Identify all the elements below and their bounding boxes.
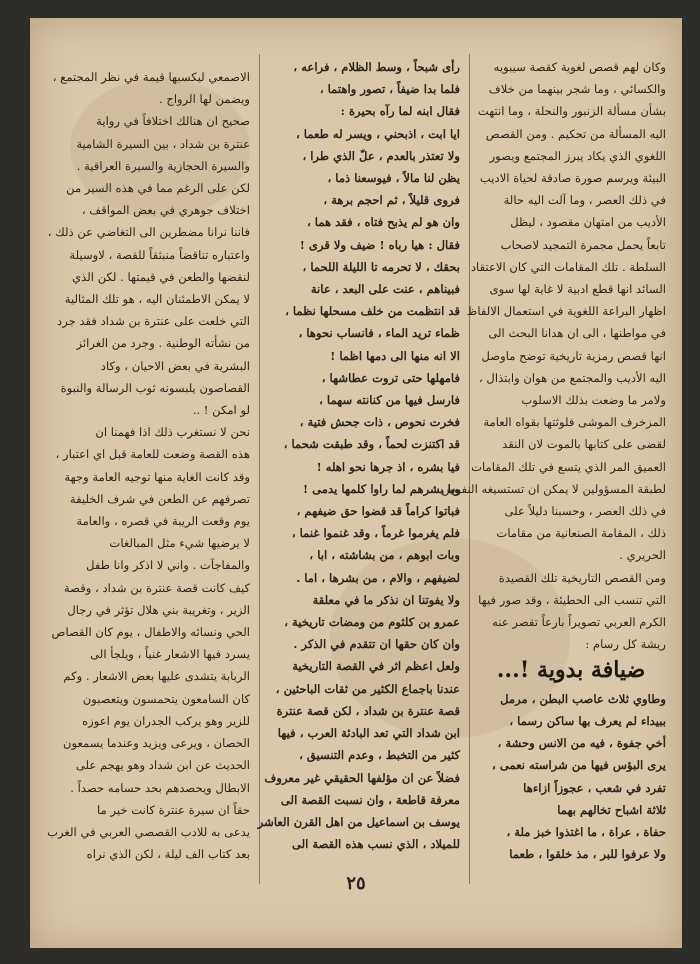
text-line: انها قصص رمزية تاريخية توضح ماوصل [481,348,666,363]
text-line: وان كان حقها ان تتقدم في الذكر . [293,637,460,652]
right-column-text [441,56,666,655]
text-line: القصاصون يلبسونه ثوب الرسالة والنبوة [60,380,250,395]
text-line: السلطة . تلك المقامات التي كان الاعتقاد [470,259,666,274]
text-line: في ذلك العصر ، وما آلت اليه حالة [503,193,666,208]
page-number: ٢٥ [346,873,366,894]
text-line: من نشأته الوطنية . وجرد من الغرائز [76,336,250,351]
text-line: ثلاثة اشباح تخالهم بهما [557,802,666,817]
text-line: التي خلعت على عنترة بن شداد فقد جرد [57,314,250,329]
text-line: وكان لهم قصص لغوية كقصة سيبويه [493,60,666,74]
text-line: ويضمن لها الرواج . [158,92,250,107]
text-line: في مواطنها ، الى ان هدانا البحث الى [488,326,666,341]
text-line: يوم وقعت الريبة في قصره ، والعامة [76,514,250,529]
text-line: فقال : هيا رباه ! ضيف ولا قرى ! [299,237,460,252]
text-line: لكن على الرغم مما في هذه السير من [66,181,250,196]
column-right [441,56,666,865]
text-line: ولعل اعظم اثر في القصة التاريخية [292,659,460,674]
text-line: الحي ونسائه والاطفال ، يوم كان القصاص [51,625,250,640]
text-line: وطاوي ثلاث عاصب البطن ، مرمل [500,691,666,706]
text-line: ظماء تريد الماء ، فانساب نحوها ، [298,326,460,341]
text-line: تصرفهم عن الطعن في شرف الخليفة [69,491,250,506]
text-line: أخي جفوة ، فيه من الانس وحشة ، [497,736,666,751]
text-line: الا انه منها الى دمها اظما ! [330,348,460,363]
text-line: يوسف بن اسماعيل من اهل القرن العاشر [257,814,460,829]
text-line: لضيفهم ، والام ، من بشرها ، اما . [296,570,460,585]
text-line: وبات ابوهم ، من بشاشته ، ابا ، [309,548,460,563]
column-divider [259,54,260,884]
text-line: لا يمكن الاطمئنان اليه ، هو تلك المثالية [64,292,250,307]
text-line: اللغوي الذي يكاد يبرز المجتمع ويصور [489,148,666,163]
text-line: الزير ، وتغريبة بني هلال تؤثر في رجال [67,602,250,617]
text-line: فارسل فيها من كنانته سهما ، [319,393,460,408]
text-line: عمرو بن كلثوم من ومضات تاريخية ، [284,615,460,630]
text-line: للميلاد ، الذي نسب هذه القصة الى [291,837,460,852]
text-line: لنقضها والطعن في قيمتها . لكن الذي [72,269,250,284]
text-line: كثير من التخبط ، وعدم التنسيق ، [299,748,460,763]
text-line: تفرد في شعب ، عجوزاً ازاءها [523,780,666,795]
text-line: قصة عنترة بن شداد ، لكن قصة عنترة [276,703,460,718]
text-line: لو امكن ! .. [192,403,250,418]
text-line: قد اكتنزت لحماً ، وقد طبقت شحما ، [283,437,460,452]
text-line: ويا بشرهم لما راوا كلمها يدمى ! [303,481,460,496]
text-line: يظن لنا مالاً ، فيوسعنا ذما ، [327,171,460,186]
text-line: الأديب من امتهان مقصود ، ليظل [510,215,666,230]
text-line: اليه المسألة من تحكيم . ومن القصص [485,126,666,141]
text-line: بحقك ، لا تحرمه تا الليلة اللحما ، [302,259,460,274]
text-line: عنترة بن شداد ، بين السيرة الشامية [76,136,250,151]
text-line: الحريري . [619,548,666,563]
text-line: ولامر ما وضعت بذلك الاسلوب [521,393,666,408]
text-line: فيا بشره ، اذ جرها نحو اهله ! [316,459,460,474]
text-line: عندنا باجماع الكثير من ثقات الباحثين ، [275,681,460,696]
text-line: البيئة ويرسم صورة صادقة لحياة الاديب [479,171,666,186]
text-line: فلما بدا ضيفاً ، تصور واهتما ، [319,82,460,97]
text-line: لقضى على كتابها بالموت لان النقد [502,437,666,452]
magazine-page [30,18,682,948]
column-divider [469,54,470,884]
text-line: العميق المر الذي يتسع في تلك المقامات [471,459,666,474]
text-line: في ذلك العصر ، وحسبنا دليلاً على [504,504,666,519]
text-line: للزير وهو يركب الجدران يوم اعوزه [82,713,250,728]
text-line: السائد انها قطع ادبية لا غاية لها سوى [489,282,666,297]
text-line: معرفة قاطعة ، وان نسبت القصة الى [280,792,460,807]
text-line: ريشة كل رسام : [585,637,666,652]
text-line: صحيح ان هنالك اختلافاً في رواية [96,114,250,129]
column-left [47,66,250,865]
text-line: ومن القصص التاريخية تلك القصيدة [498,570,666,585]
text-line: البشرية في بعض الاحيان ، وكاد [100,358,250,373]
text-line: والمفاجآت . واني لا اذكر وانا طفل [86,558,250,573]
middle-column-text [257,56,460,855]
text-line: وقد كانت الغاية منها توجيه العامة وجهة [64,469,250,484]
text-line: بشأن مسألة الزنبور والنحلة ، وما انتهت [477,104,666,119]
left-column-text [47,66,250,865]
text-line: المزخرف الموشى فلوثتها بقواه العامة [483,415,666,430]
text-line: الحصان ، ويرعى ويزيد وعندما يسمعون [62,736,250,751]
text-line: فاننا نرانا مضطرين الى التغاضي عن ذلك ، [47,225,250,240]
text-line: اليه الأديب والمجتمع من هوان وابتذال ، [479,370,666,385]
text-line: ببيداء لم يعرف بها ساكن رسما ، [509,713,666,728]
text-line: هذه القصة وضعت للعامة قبل اي اعتبار ، [55,447,250,462]
text-line: كيف كانت قصة عنترة بن شداد ، وقصة [63,580,250,595]
text-line: الربابة يتشدى عليها بعض الاشعار . وكم [63,669,250,684]
text-line: تابعاً يحمل مجمرة التمجيد لاصحاب [500,237,666,252]
text-line: وان هو لم يذبح فتاه ، فقد هما ، [307,215,460,230]
text-line: فباتوا كراماً قد قضوا حق ضيفهم ، [296,504,460,519]
text-line: فامهلها حتى تروت عطاشها ، [321,370,460,385]
text-line: الحديث عن ابن شداد وهو يهجم على [75,758,250,773]
text-line: رأى شبحاً ، وسط الظلام ، فراعه ، [293,60,460,74]
text-line: الاصمعي ليكسبها قيمة في نظر المجتمع ، [52,70,250,84]
text-line: لا يرضيها شيء مثل المبالغات [109,536,250,551]
text-line: يدعى به للادب القصصي العربي في الغرب [47,824,250,839]
text-line: نحن لا نستغرب ذلك اذا فهمنا ان [95,425,250,440]
text-line: لطبقة المسؤولين لا يمكن ان تستسيغه النفوس [441,481,666,496]
text-line: ايا ابت ، اذبحني ، ويسر له طعما ، [296,126,460,141]
text-line: ابن شداد التي تعد البادئة العرب ، فيها [277,726,460,741]
text-line: قد انتظمت من خلف مسحلها نظما ، [285,304,460,319]
text-line: فقال ابنه لما رآه بحيرة : [340,104,460,119]
text-line: ولا يفوتنا ان نذكر ما في معلقة [312,592,460,607]
text-line: يسرد فيها الاشعار غنياً ، ويلجأ الى [90,647,250,662]
text-line: فروى قليلاً ، ثم احجم برهة ، [323,193,460,208]
poem-heading: ضيافة بدوية !... [496,657,646,684]
text-line: حفاة ، عراة ، ما اغتذوا خبز ملة ، [506,824,666,839]
text-line: كان السامعون يتحمسون ويتعصبون [82,691,250,706]
column-middle [257,56,460,855]
text-line: والسيرة الحجازية والسيرة العراقية . [76,158,250,173]
text-line: ولا عرفوا للبر ، مذ خلقوا ، طعما [509,847,666,862]
text-line: ولا تعتذر بالعدم ، علّ الذي طرا ، [302,148,460,163]
text-line: والكسائي ، وما شجر بينهما من خلاف [488,82,666,97]
text-line: فلم يغرموا غرماً ، وقد غنموا غنما ، [291,526,460,541]
text-line: فخرت نحوص ، ذات جحش فتية ، [299,415,460,430]
text-line: فبيناهم ، عنت على البعد ، عانة [310,282,460,297]
text-line: حقاً ان سيرة عنترة كانت خير ما [97,802,250,817]
text-line: التي تنسب الى الحطيئة ، وقد صور فيها [478,592,666,607]
poem-text [476,688,666,866]
text-line: واعتباره تناقضاً منبثقاً للقصة ، لاوسيلة [69,247,250,262]
text-line: ذلك ، المقامة الصنعانية من مقامات [496,526,666,541]
text-line: الكرم العربي تصويراً بارعاً تقصر عنه [492,615,666,630]
text-line: اظهار البراعة اللغوية في استعمال الالفاظ [466,304,666,319]
text-line: يرى البؤس فيها من شراسته نعمى ، [492,758,666,773]
text-line: اختلاف جوهري في بعض المواقف ، [81,203,250,218]
text-line: فضلاً عن ان مؤلفها الحقيقي غير معروف [264,770,460,785]
text-line: الابطال ويحصدهم بحد حسامه حصداً . [70,780,250,795]
text-line: بعد كتاب الف ليلة ، لكن الذي نراه [86,847,250,862]
